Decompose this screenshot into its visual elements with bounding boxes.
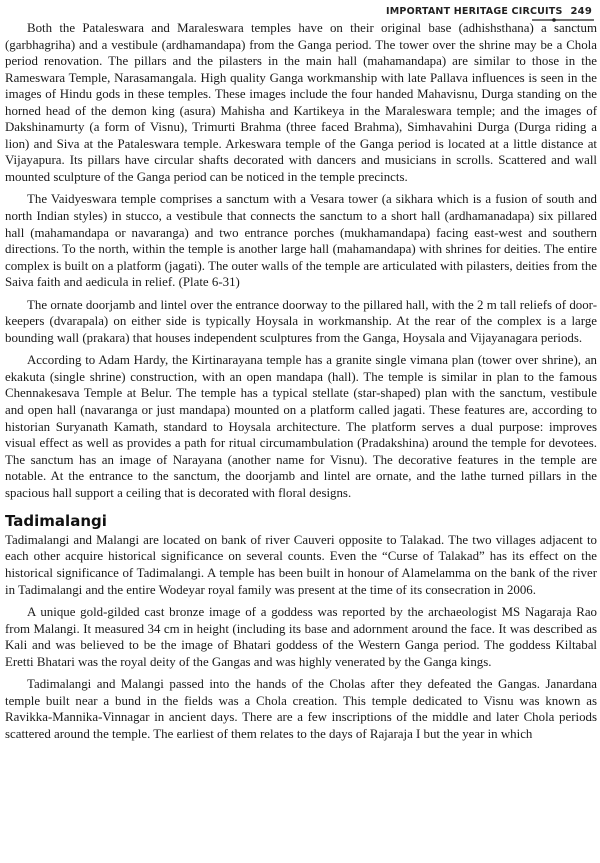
paragraph-cholas: Tadimalangi and Malangi passed into the hands of the Cholas after they defeated the Gangas. Janardana temple built near a bund in the fields was a Chola creation. This temple dedicated to Visnu was known as Ravikka-Mannika-Vinnagar in ancient days. There are a few inscriptions of the middle and later Chola periods scattered around the temple. The earliest of them relates to the days of Rajaraja I but the year in which	[5, 677, 597, 741]
paragraph-tadimalangi-intro: Tadimalangi and Malangi are located on bank of river Cauveri opposite to Talakad. The two villages adjacent to each other acquire historical significance on several counts. Even the “Curse of Talakad” has its effect on the historical significance of Tadimalangi. A temple has been built in honour of Alamelamma on the bank of the river in Tadimalangi and the entire Wodeyar royal family was present at the time of its consecration in 2006.	[5, 532, 597, 597]
paragraph-doorjamb: The ornate doorjamb and lintel over the entrance doorway to the pillared hall, with the 2 m tall reliefs of door-keepers (dvarapala) on either side is typically Hoysala in workmanship. At the rear of the complex is a large bounding wall (prakara) that houses independent sculptures from the Ganga, Hoysala and Vijayanagara periods.	[5, 297, 597, 345]
section-heading-tadimalangi: Tadimalangi	[5, 512, 107, 531]
running-title: IMPORTANT HERITAGE CIRCUITS	[386, 5, 563, 17]
page-body	[5, 20, 597, 748]
page-number: 249	[570, 5, 592, 17]
paragraph-pataleswara: Both the Pataleswara and Maraleswara temples have on their original base (adhishsthana) a sanctum (garbhagriha) and a vestibule (ardhamandapa) from the Ganga period. The tower over the shrine may be a Chola period renovation. The pillars and the pilasters in the main hall (mahamandapa) are similar to those in the Rameswara Temple, Narasamangala. High quality Ganga workmanship with late Pallava influences is seen in the images of Hindu gods in these temples. These images include the four handed Mahavisnu, Durga standing on the horned head of the demon king (asura) Mahisha and Kartikeya in the Maraleswara temple; and the images of Dakshinamurty (a form of Visnu), Trimurti Brahma (three faced Brahma), Simhavahini Durga (Durga riding a lion) and Siva at the Pataleswara temple. Arkeswara temple of the Ganga period is located at a little distance at Vijayapura. Its pillars have circular shafts decorated with dancers and musicians in scrolls. Scattered and wall mounted sculpture of the Ganga period can be noticed in the temple precincts.	[5, 21, 597, 184]
paragraph-bronze-image: A unique gold-gilded cast bronze image of a goddess was reported by the archaeologist MS Nagaraja Rao from Malangi. It measured 34 cm in height (including its base and adornment around the face. It was described as Kali and was believed to be the image of Bhatari goddess of the Western Ganga period. The goddess Kiltabal Eretti Bhatari was the royal deity of the Gangas and was highly venerated by the Ganga kings.	[5, 605, 597, 669]
paragraph-vaidyeswara: The Vaidyeswara temple comprises a sanctum with a Vesara tower (a sikhara which is a fusion of south and north Indian styles) in stucco, a vestibule that connects the sanctum to a short hall (ardhamanadapa) six pillared hall (mahamandapa or navaranga) and two entrance porches (mukhamandapa) facing east-west and southern directions. To the north, within the temple is another large hall (mahamandapa) with shrines for deities. The entire complex is built on a platform (jagati). The outer walls of the temple are articulated with pilasters, deities from the Saiva faith and aedicula in relief. (Plate 6-31)	[5, 192, 597, 290]
paragraph-kirtinarayana: According to Adam Hardy, the Kirtinarayana temple has a granite single vimana plan (tower over shrine), an ekakuta (single shrine) construction, with an open mandapa (hall). The temple is similar in plan to the famous Chennakesava Temple at Belur. The temple has a typical stellate (star-shaped) plan with the sanctum, vestibule and open hall (navaranga or just mandapa) mounted on a platform called jagati. These features are, according to historian Suryanath Kamath, standard to Hoysala architecture. The platform serves a dual purpose: improves visual effect as well as provides a path for ritual circumambulation (Pradakshina) around the temple for devotees. The sanctum has an image of Narayana (another name for Visnu). The decorative features in the temple are notable. At the entrance to the sanctum, the doorjamb and lintel are ornate, and the lathe turned pillars in the spacious hall support a ceiling that is decorated with floral designs.	[5, 353, 597, 500]
running-header	[8, 0, 592, 22]
